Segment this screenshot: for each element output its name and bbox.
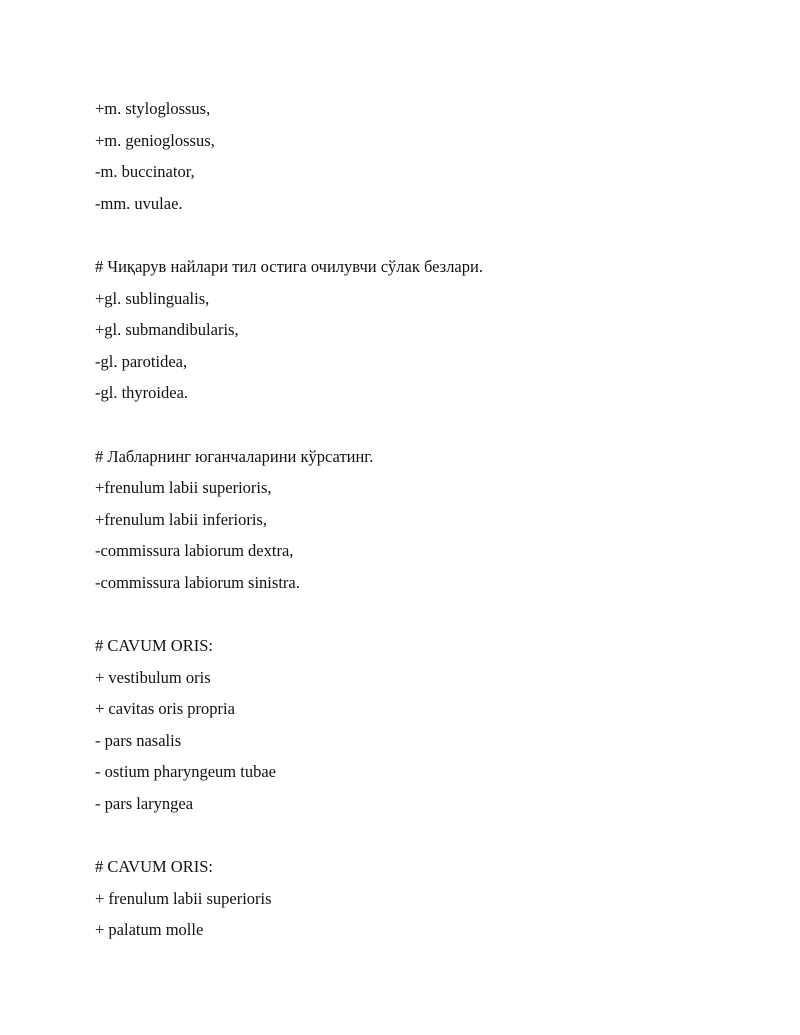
question-heading: # Лабларнинг юганчаларини кўрсатинг.	[95, 446, 374, 466]
answer-option: -gl. thyroidea.	[95, 383, 189, 403]
answer-option: -commissura labiorum dextra,	[95, 541, 294, 561]
blank-line	[95, 599, 745, 631]
answer-option: +gl. sublingualis,	[95, 288, 210, 308]
answer-option: +frenulum labii inferioris,	[95, 509, 267, 529]
question-heading: # CAVUM ORIS:	[95, 857, 213, 877]
answer-option: - ostium pharyngeum tubae	[95, 762, 277, 782]
blank-line	[95, 409, 745, 441]
question-heading: # Чиқарув найлари тил остига очилувчи сўлак безлари.	[95, 256, 483, 276]
answer-option: +m. genioglossus,	[95, 130, 215, 150]
answer-option: + frenulum labii superioris	[95, 888, 272, 908]
answer-option: +frenulum labii superioris,	[95, 478, 272, 498]
answer-option: - pars nasalis	[95, 730, 182, 750]
answer-option: + vestibulum oris	[95, 667, 211, 687]
blank-line	[95, 219, 745, 251]
blank-line	[95, 820, 745, 852]
answer-option: +m. styloglossus,	[95, 99, 211, 118]
answer-option: +gl. submandibularis,	[95, 320, 239, 340]
question-heading: # CAVUM ORIS:	[95, 636, 213, 656]
document-body	[95, 93, 745, 946]
answer-option: + cavitas oris propria	[95, 699, 235, 719]
answer-option: - pars laryngea	[95, 794, 194, 814]
answer-option: -m. buccinator,	[95, 162, 195, 182]
answer-option: -mm. uvulae.	[95, 193, 183, 213]
answer-option: -gl. parotidea,	[95, 351, 188, 371]
answer-option: + palatum molle	[95, 920, 204, 940]
answer-option: -commissura labiorum sinistra.	[95, 572, 300, 592]
